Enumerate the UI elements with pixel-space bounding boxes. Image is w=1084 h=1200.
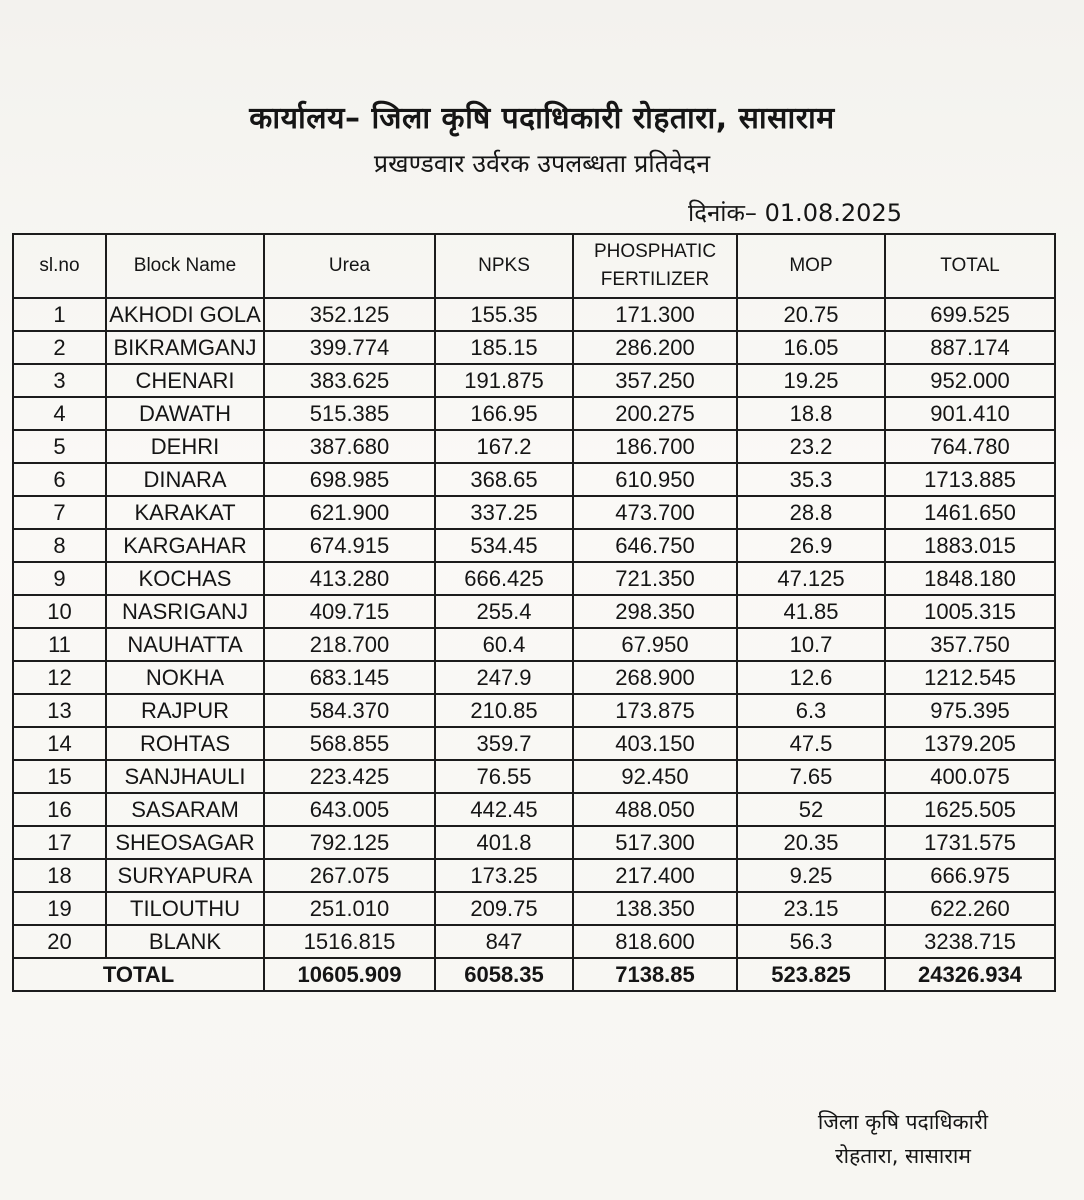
cell-total: 1461.650: [885, 496, 1055, 529]
cell-total: 622.260: [885, 892, 1055, 925]
cell-slno: 4: [13, 397, 106, 430]
cell-phosphatic: 286.200: [573, 331, 737, 364]
signature-title: जिला कृषि पदाधिकारी: [817, 1110, 989, 1134]
cell-urea: 674.915: [264, 529, 435, 562]
col-header-phosphatic: PHOSPHATIC FERTILIZER: [573, 234, 737, 298]
table-row: [13, 727, 1055, 760]
cell-slno: 20: [13, 925, 106, 958]
cell-slno: 18: [13, 859, 106, 892]
cell-phosphatic: 173.875: [573, 694, 737, 727]
cell-slno: 6: [13, 463, 106, 496]
cell-total: 1713.885: [885, 463, 1055, 496]
cell-npks: 191.875: [435, 364, 573, 397]
cell-slno: 13: [13, 694, 106, 727]
cell-total: 699.525: [885, 298, 1055, 331]
cell-mop: 10.7: [737, 628, 885, 661]
cell-mop: 41.85: [737, 595, 885, 628]
cell-mop: 23.15: [737, 892, 885, 925]
cell-mop: 28.8: [737, 496, 885, 529]
cell-phosphatic: 67.950: [573, 628, 737, 661]
cell-mop: 52: [737, 793, 885, 826]
cell-total: 400.075: [885, 760, 1055, 793]
table-body: [13, 298, 1055, 958]
cell-npks: 401.8: [435, 826, 573, 859]
cell-total: 952.000: [885, 364, 1055, 397]
cell-total: 357.750: [885, 628, 1055, 661]
table-row: [13, 661, 1055, 694]
cell-block-name: BIKRAMGANJ: [106, 331, 264, 364]
cell-npks: 76.55: [435, 760, 573, 793]
cell-urea: 515.385: [264, 397, 435, 430]
total-urea: 10605.909: [264, 958, 435, 991]
cell-mop: 23.2: [737, 430, 885, 463]
cell-block-name: TILOUTHU: [106, 892, 264, 925]
cell-urea: 584.370: [264, 694, 435, 727]
table-row: [13, 430, 1055, 463]
cell-total: 666.975: [885, 859, 1055, 892]
cell-mop: 35.3: [737, 463, 885, 496]
cell-npks: 442.45: [435, 793, 573, 826]
cell-block-name: DINARA: [106, 463, 264, 496]
table-row: [13, 826, 1055, 859]
cell-urea: 621.900: [264, 496, 435, 529]
cell-slno: 7: [13, 496, 106, 529]
cell-phosphatic: 200.275: [573, 397, 737, 430]
table-row: [13, 496, 1055, 529]
table-row: [13, 760, 1055, 793]
date-label: दिनांक–: [688, 199, 757, 227]
cell-npks: 666.425: [435, 562, 573, 595]
cell-mop: 26.9: [737, 529, 885, 562]
total-row: [13, 958, 1055, 991]
cell-slno: 19: [13, 892, 106, 925]
cell-mop: 12.6: [737, 661, 885, 694]
col-header-mop: MOP: [737, 234, 885, 298]
cell-npks: 173.25: [435, 859, 573, 892]
cell-mop: 9.25: [737, 859, 885, 892]
cell-slno: 17: [13, 826, 106, 859]
cell-phosphatic: 357.250: [573, 364, 737, 397]
signature-location: रोहतारा, सासाराम: [835, 1144, 971, 1168]
cell-mop: 7.65: [737, 760, 885, 793]
cell-total: 901.410: [885, 397, 1055, 430]
cell-slno: 9: [13, 562, 106, 595]
cell-slno: 14: [13, 727, 106, 760]
cell-block-name: RAJPUR: [106, 694, 264, 727]
cell-slno: 8: [13, 529, 106, 562]
cell-npks: 368.65: [435, 463, 573, 496]
cell-urea: 568.855: [264, 727, 435, 760]
cell-npks: 337.25: [435, 496, 573, 529]
cell-urea: 387.680: [264, 430, 435, 463]
cell-mop: 47.125: [737, 562, 885, 595]
date-value: 01.08.2025: [764, 199, 902, 227]
cell-npks: 185.15: [435, 331, 573, 364]
col-header-urea: Urea: [264, 234, 435, 298]
cell-urea: 399.774: [264, 331, 435, 364]
cell-mop: 47.5: [737, 727, 885, 760]
cell-mop: 20.35: [737, 826, 885, 859]
cell-total: 3238.715: [885, 925, 1055, 958]
cell-npks: 847: [435, 925, 573, 958]
table-row: [13, 463, 1055, 496]
cell-block-name: KARGAHAR: [106, 529, 264, 562]
cell-total: 764.780: [885, 430, 1055, 463]
cell-block-name: SASARAM: [106, 793, 264, 826]
table-header-row: [13, 234, 1055, 298]
cell-urea: 251.010: [264, 892, 435, 925]
cell-npks: 247.9: [435, 661, 573, 694]
cell-phosphatic: 268.900: [573, 661, 737, 694]
cell-slno: 12: [13, 661, 106, 694]
cell-mop: 20.75: [737, 298, 885, 331]
cell-urea: 223.425: [264, 760, 435, 793]
total-mop: 523.825: [737, 958, 885, 991]
cell-urea: 409.715: [264, 595, 435, 628]
cell-npks: 167.2: [435, 430, 573, 463]
cell-urea: 1516.815: [264, 925, 435, 958]
cell-phosphatic: 138.350: [573, 892, 737, 925]
cell-npks: 534.45: [435, 529, 573, 562]
cell-mop: 56.3: [737, 925, 885, 958]
cell-phosphatic: 186.700: [573, 430, 737, 463]
cell-block-name: NAUHATTA: [106, 628, 264, 661]
cell-total: 1625.505: [885, 793, 1055, 826]
table-row: [13, 364, 1055, 397]
total-npks: 6058.35: [435, 958, 573, 991]
cell-mop: 18.8: [737, 397, 885, 430]
cell-slno: 5: [13, 430, 106, 463]
report-subtitle: प्रखण्डवार उर्वरक उपलब्धता प्रतिवेदन: [373, 149, 711, 178]
cell-npks: 155.35: [435, 298, 573, 331]
cell-slno: 3: [13, 364, 106, 397]
cell-phosphatic: 646.750: [573, 529, 737, 562]
cell-urea: 643.005: [264, 793, 435, 826]
cell-mop: 19.25: [737, 364, 885, 397]
table-row: [13, 331, 1055, 364]
cell-slno: 10: [13, 595, 106, 628]
report-date: [688, 196, 902, 229]
fertilizer-table: [12, 233, 1056, 992]
table-row: [13, 793, 1055, 826]
cell-npks: 359.7: [435, 727, 573, 760]
table-row: [13, 529, 1055, 562]
cell-npks: 255.4: [435, 595, 573, 628]
cell-urea: 698.985: [264, 463, 435, 496]
cell-phosphatic: 517.300: [573, 826, 737, 859]
total-label: TOTAL: [13, 958, 264, 991]
total-phosphatic: 7138.85: [573, 958, 737, 991]
col-header-block-name: Block Name: [106, 234, 264, 298]
cell-phosphatic: 171.300: [573, 298, 737, 331]
table-row: [13, 562, 1055, 595]
cell-block-name: BLANK: [106, 925, 264, 958]
cell-total: 975.395: [885, 694, 1055, 727]
cell-npks: 166.95: [435, 397, 573, 430]
cell-block-name: KOCHAS: [106, 562, 264, 595]
cell-total: 887.174: [885, 331, 1055, 364]
cell-block-name: SANJHAULI: [106, 760, 264, 793]
cell-block-name: AKHODI GOLA: [106, 298, 264, 331]
cell-block-name: KARAKAT: [106, 496, 264, 529]
cell-phosphatic: 473.700: [573, 496, 737, 529]
cell-block-name: NASRIGANJ: [106, 595, 264, 628]
cell-total: 1848.180: [885, 562, 1055, 595]
cell-urea: 218.700: [264, 628, 435, 661]
cell-block-name: NOKHA: [106, 661, 264, 694]
cell-phosphatic: 403.150: [573, 727, 737, 760]
cell-urea: 383.625: [264, 364, 435, 397]
cell-total: 1731.575: [885, 826, 1055, 859]
cell-slno: 16: [13, 793, 106, 826]
cell-mop: 6.3: [737, 694, 885, 727]
table-row: [13, 397, 1055, 430]
cell-slno: 2: [13, 331, 106, 364]
table-row: [13, 859, 1055, 892]
cell-block-name: ROHTAS: [106, 727, 264, 760]
col-header-slno: sl.no: [13, 234, 106, 298]
table-row: [13, 298, 1055, 331]
cell-urea: 413.280: [264, 562, 435, 595]
col-header-total: TOTAL: [885, 234, 1055, 298]
table-row: [13, 694, 1055, 727]
cell-block-name: SURYAPURA: [106, 859, 264, 892]
cell-phosphatic: 818.600: [573, 925, 737, 958]
cell-phosphatic: 92.450: [573, 760, 737, 793]
cell-total: 1883.015: [885, 529, 1055, 562]
cell-phosphatic: 217.400: [573, 859, 737, 892]
cell-block-name: SHEOSAGAR: [106, 826, 264, 859]
col-header-npks: NPKS: [435, 234, 573, 298]
cell-mop: 16.05: [737, 331, 885, 364]
cell-block-name: DEHRI: [106, 430, 264, 463]
office-heading: कार्यालय– जिला कृषि पदाधिकारी रोहतारा, सासाराम: [249, 101, 835, 136]
cell-total: 1212.545: [885, 661, 1055, 694]
cell-slno: 11: [13, 628, 106, 661]
table-row: [13, 925, 1055, 958]
cell-total: 1005.315: [885, 595, 1055, 628]
cell-npks: 210.85: [435, 694, 573, 727]
cell-npks: 60.4: [435, 628, 573, 661]
cell-npks: 209.75: [435, 892, 573, 925]
total-total: 24326.934: [885, 958, 1055, 991]
table-row: [13, 628, 1055, 661]
table-row: [13, 892, 1055, 925]
cell-urea: 267.075: [264, 859, 435, 892]
cell-total: 1379.205: [885, 727, 1055, 760]
cell-slno: 1: [13, 298, 106, 331]
cell-urea: 683.145: [264, 661, 435, 694]
cell-slno: 15: [13, 760, 106, 793]
cell-phosphatic: 488.050: [573, 793, 737, 826]
cell-block-name: CHENARI: [106, 364, 264, 397]
cell-urea: 792.125: [264, 826, 435, 859]
cell-urea: 352.125: [264, 298, 435, 331]
cell-phosphatic: 298.350: [573, 595, 737, 628]
cell-block-name: DAWATH: [106, 397, 264, 430]
table-row: [13, 595, 1055, 628]
cell-phosphatic: 721.350: [573, 562, 737, 595]
cell-phosphatic: 610.950: [573, 463, 737, 496]
